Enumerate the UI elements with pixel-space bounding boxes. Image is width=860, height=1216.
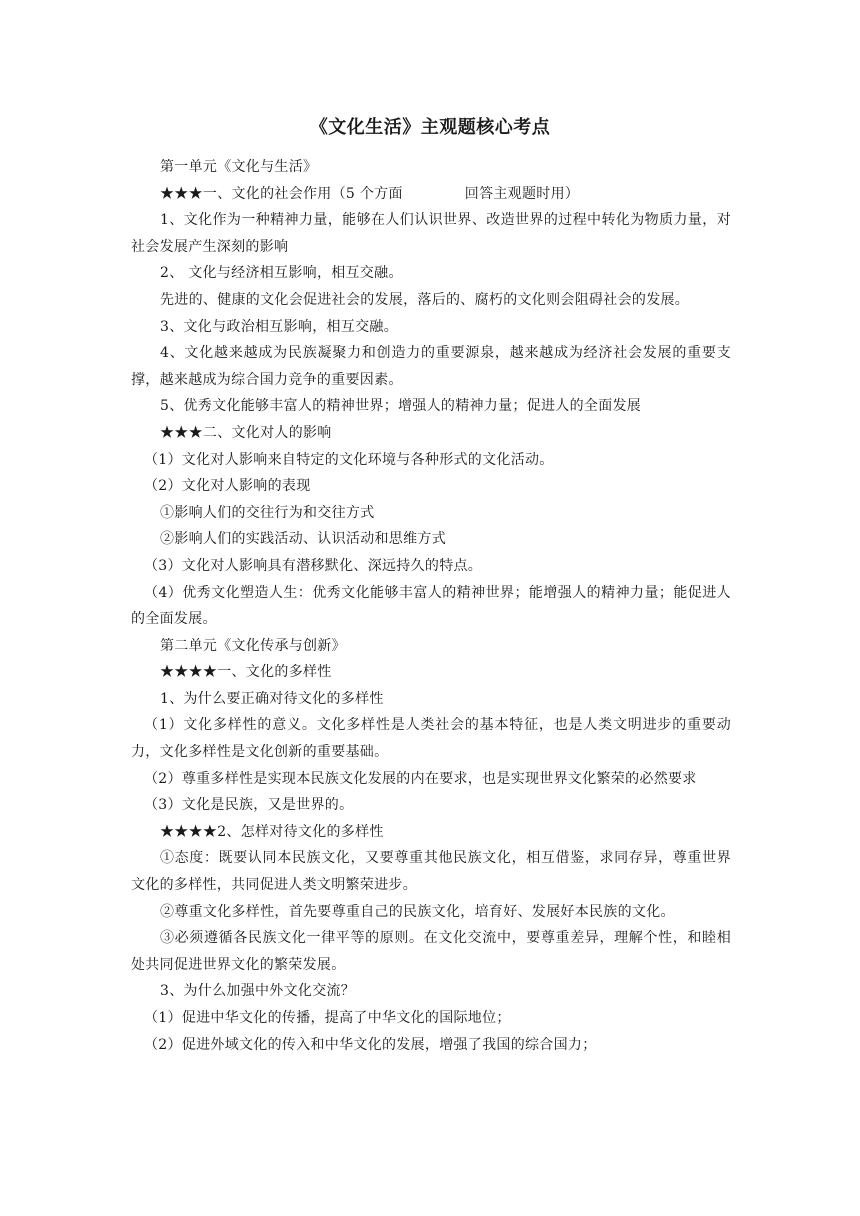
paragraph: 2、 文化与经济相互影响，相互交融。 bbox=[160, 265, 403, 282]
section-heading: ★★★★一、文化的多样性 bbox=[160, 664, 332, 681]
section-heading-main: ★★★一、文化的社会作用（5 个方面 bbox=[160, 185, 403, 202]
paragraph: （2）尊重多样性是实现本民族文化发展的内在要求，也是实现世界文化繁荣的必然要求 bbox=[144, 770, 697, 787]
unit-heading: 第二单元《文化传承与创新》 bbox=[160, 637, 346, 654]
paragraph: （1）促进中华文化的传播，提高了中华文化的国际地位； bbox=[144, 1010, 511, 1026]
page-title: 《文化生活》主观题核心考点 bbox=[309, 117, 551, 138]
paragraph: 3、为什么加强中外文化交流？ bbox=[160, 983, 356, 1000]
section-heading bbox=[131, 181, 731, 208]
section-heading-note: 回答主观题时用） bbox=[464, 185, 580, 202]
paragraph: （4）优秀文化塑造人生：优秀文化能够丰富人的精神世界；能增强人的精神力量；能促进人的全面发展。 bbox=[131, 584, 731, 628]
section-heading: ★★★二、文化对人的影响 bbox=[160, 424, 332, 441]
paragraph: （3）文化对人影响具有潜移默化、深远持久的特点。 bbox=[144, 557, 483, 574]
paragraph: （1）文化对人影响来自特定的文化环境与各种形式的文化活动。 bbox=[144, 451, 554, 468]
unit-heading: 第一单元《文化与生活》 bbox=[160, 159, 318, 175]
paragraph: 1、文化作为一种精神力量，能够在人们认识世界、改造世界的过程中转化为物质力量，对社会发展产生深刻的影响 bbox=[131, 212, 731, 255]
paragraph: 4、文化越来越成为民族凝聚力和创造力的重要源泉，越来越成为经济社会发展的重要支撑，越来越成为综合国力竞争的重要因素。 bbox=[131, 345, 731, 388]
paragraph: ②影响人们的实践活动、认识活动和思维方式 bbox=[160, 531, 446, 548]
paragraph: ②尊重文化多样性，首先要尊重自己的民族文化，培育好、发展好本民族的文化。 bbox=[160, 903, 675, 920]
section-heading: ★★★★2、怎样对待文化的多样性 bbox=[160, 823, 384, 840]
document-body bbox=[131, 154, 731, 1058]
paragraph: 5、优秀文化能够丰富人的精神世界；增强人的精神力量；促进人的全面发展 bbox=[160, 398, 642, 415]
paragraph: （2）文化对人影响的表现 bbox=[144, 478, 311, 495]
paragraph: （1）文化多样性的意义。文化多样性是人类社会的基本特征，也是人类文明进步的重要动力，文化多样性是文化创新的重要基础。 bbox=[131, 717, 731, 761]
paragraph: 1、为什么要正确对待文化的多样性 bbox=[160, 690, 384, 707]
paragraph: ①影响人们的交往行为和交往方式 bbox=[160, 504, 375, 521]
paragraph: ①态度：既要认同本民族文化，又要尊重其他民族文化，相互借鉴，求同存异，尊重世界文化的多样性，共同促进人类文明繁荣进步。 bbox=[131, 850, 731, 894]
paragraph: 3、文化与政治相互影响，相互交融。 bbox=[160, 318, 399, 335]
paragraph: 先进的、健康的文化会促进社会的发展，落后的、腐朽的文化则会阻碍社会的发展。 bbox=[160, 291, 690, 308]
paragraph: ③必须遵循各民族文化一律平等的原则。在文化交流中，要尊重差异，理解个性，和睦相处共同促进世界文化的繁荣发展。 bbox=[131, 930, 731, 973]
paragraph: （3）文化是民族，又是世界的。 bbox=[144, 797, 354, 814]
paragraph: （2）促进外域文化的传入和中华文化的发展，增强了我国的综合国力； bbox=[144, 1036, 597, 1053]
